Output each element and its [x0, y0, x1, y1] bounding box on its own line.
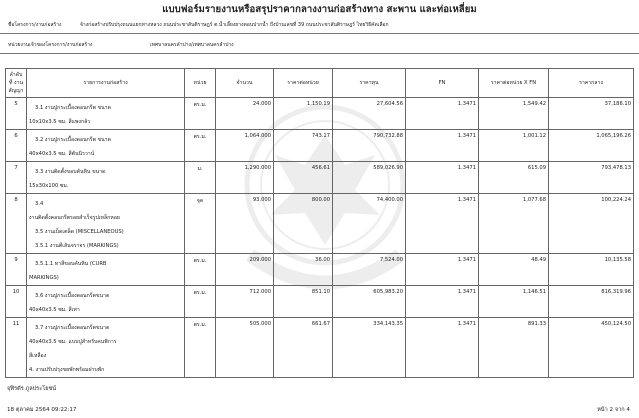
cell-fn: 1.3471 — [406, 98, 479, 130]
cell-qty: 209.000 — [216, 254, 274, 286]
cell-unit: ม. — [185, 162, 216, 194]
cell-cost: 7,524.00 — [333, 254, 406, 286]
cell-unit-price-fn: 1,146.51 — [479, 286, 549, 318]
cell-item — [27, 130, 185, 162]
item-line: สีเหลือง — [29, 353, 47, 359]
cell-unit-price-fn: 1,001.12 — [479, 130, 549, 162]
cell-unit-price-fn: 48.49 — [479, 254, 549, 286]
table-row — [6, 254, 634, 286]
cell-unit-price-fn: 615.09 — [479, 162, 549, 194]
cell-unit: ตร.ม. — [185, 254, 216, 286]
cell-unit-cost: 661.67 — [274, 318, 333, 378]
cell-unit: ตร.ม. — [185, 318, 216, 378]
header-fn: FN — [406, 69, 479, 98]
header-unit-cost: ราคาต่อหน่วย — [274, 69, 333, 98]
cell-cost: 589,026.90 — [333, 162, 406, 194]
cell-no: 10 — [6, 286, 27, 318]
cell-qty: 1,064.000 — [216, 130, 274, 162]
item-line: 40x40x3.5 ซม. สีตันนิรวาน์ — [29, 151, 95, 157]
cell-unit-cost: 851.10 — [274, 286, 333, 318]
cell-item — [27, 254, 185, 286]
cell-unit-cost: 800.00 — [274, 194, 333, 254]
cell-median-price: 100,224.24 — [549, 194, 634, 254]
table-header — [6, 69, 634, 98]
item-line: 3.1 งานปูกระเบื้องดอนกรีต ขนาด — [35, 105, 111, 111]
table-row — [6, 286, 634, 318]
header-unit: หน่วย — [185, 69, 216, 98]
table-row — [6, 162, 634, 194]
cell-item — [27, 318, 185, 378]
header-unit-price-fn: ราคาต่อหน่วย X FN — [479, 69, 549, 98]
cell-median-price: 816,319.96 — [549, 286, 634, 318]
agency-value: เทศบาลนครลำปาง/เทศบาลนครลำปาง — [150, 42, 234, 48]
item-line: 15x30x100 ซม. — [29, 183, 69, 189]
cell-unit: ตร.ม. — [185, 98, 216, 130]
header-qty: จำนวน — [216, 69, 274, 98]
cell-unit-price-fn: 1,077.68 — [479, 194, 549, 254]
cell-fn: 1.3471 — [406, 194, 479, 254]
cell-median-price: 1,065,196.26 — [549, 130, 634, 162]
cell-no: 8 — [6, 194, 27, 254]
cell-unit-price-fn: 891.33 — [479, 318, 549, 378]
agency-row — [8, 41, 632, 51]
cell-median-price: 450,124.50 — [549, 318, 634, 378]
cell-median-price: 37,186.10 — [549, 98, 634, 130]
cell-fn: 1.3471 — [406, 130, 479, 162]
table-row — [6, 194, 634, 254]
cell-cost: 790,732.88 — [333, 130, 406, 162]
cell-cost: 27,604.56 — [333, 98, 406, 130]
page-title: แบบฟอร์มรายงานหรือสรุปราคากลางงานก่อสร้างทาง สะพาน และท่อเหลี่ยม — [162, 4, 477, 15]
cell-no: 7 — [6, 162, 27, 194]
cell-fn: 1.3471 — [406, 254, 479, 286]
cell-unit-cost: 36.00 — [274, 254, 333, 286]
item-line: MARKINGS) — [29, 275, 59, 281]
cell-unit-price-fn: 1,549.42 — [479, 98, 549, 130]
header-median-price: ราคากลาง — [549, 69, 634, 98]
item-line: 3.6 งานปูกระเบื้องดอนกรีตขนาด — [35, 293, 110, 299]
item-line: 3.5.1 งานตีเส้นจราจร (MARKINGS) — [35, 243, 119, 249]
header-cost: ราคาทุน — [333, 69, 406, 98]
project-label: ชื่อโครงการ/งานก่อสร้าง — [8, 22, 62, 28]
page-number: หน้า 2 จาก 4 — [597, 407, 630, 413]
header-item: รายการงานก่อสร้าง — [27, 69, 185, 98]
cell-qty: 505.000 — [216, 318, 274, 378]
agency-label: หน่วยงานเจ้าของโครงการ/งานก่อสร้าง — [8, 42, 93, 48]
divider — [0, 33, 639, 34]
cell-qty: 93.000 — [216, 194, 274, 254]
cell-qty: 712.000 — [216, 286, 274, 318]
cell-item — [27, 98, 185, 130]
cell-fn: 1.3471 — [406, 286, 479, 318]
price-table — [5, 68, 634, 378]
table-row — [6, 130, 634, 162]
project-value: จ้างก่อสร้างปรับปรุงถนนแยกทางหลวง ถนนประชาสันติราษฎร์ ต.น้ำเลี้ยงยางตอนปากน้ำ ถึงบ้านเลขที่ 39 ถนนประชาสันติราษฎร์ ไทยวิธีคัดเลือก — [80, 22, 389, 28]
cell-cost: 605,983.20 — [333, 286, 406, 318]
cell-unit: ตร.ม. — [185, 286, 216, 318]
cell-qty: 24.000 — [216, 98, 274, 130]
table-row — [6, 98, 634, 130]
item-line: 4. งานปรับปรุงขยพักพร้อมฝาบพัก — [29, 367, 105, 373]
cell-unit-cost: 456.61 — [274, 162, 333, 194]
divider — [0, 53, 639, 54]
item-line: 3.5.1.1 ทาสีขอบคันหิน (CURB — [35, 261, 107, 267]
table-row — [6, 318, 634, 378]
item-line: งานติดตั้งคอนกรีตรอยสำเร็จรูปเหล็กหอย — [29, 215, 120, 221]
item-line: 40x40x3.5 ซม. แบบปูสำหรับคนพิการ — [29, 339, 117, 345]
item-line: 3.4 — [35, 201, 44, 207]
cell-qty: 1,290.000 — [216, 162, 274, 194]
cell-unit-cost: 1,150.19 — [274, 98, 333, 130]
cell-unit: จุด — [185, 194, 216, 254]
cell-no: 5 — [6, 98, 27, 130]
item-line: 3.5 งานเบ็ดเตล็ด (MISCELLANEOUS) — [35, 229, 124, 235]
cell-fn: 1.3471 — [406, 318, 479, 378]
header-no: ลำดับที่ งานสัญญา — [6, 69, 27, 98]
cell-median-price: 10,135.58 — [549, 254, 634, 286]
cell-no: 9 — [6, 254, 27, 286]
item-line: 40x40x3.5 ซม. สีเทา — [29, 307, 80, 313]
cell-median-price: 793,478.13 — [549, 162, 634, 194]
cell-no: 6 — [6, 130, 27, 162]
cell-item — [27, 286, 185, 318]
cell-item — [27, 162, 185, 194]
item-line: 10x10x3.5 ซม. สีแพงกล้ว — [29, 119, 91, 125]
cell-item — [27, 194, 185, 254]
print-date: 18 ตุลาคม 2564 09:22:17 — [7, 407, 77, 413]
cell-cost: 74,400.00 — [333, 194, 406, 254]
cell-fn: 1.3471 — [406, 162, 479, 194]
cell-unit-cost: 743.17 — [274, 130, 333, 162]
item-line: 3.2 งานปูกระเบื้องดอนกรีต ขนาด — [35, 137, 111, 143]
cell-no: 11 — [6, 318, 27, 378]
signer-name: จุฬีรตัร ภูลประโยชน์ — [7, 386, 57, 392]
item-line: 3.3 งานติดตั้งขอบคันหิน ขนาด — [35, 169, 106, 175]
cell-unit: ตร.ม. — [185, 130, 216, 162]
cell-cost: 334,143.35 — [333, 318, 406, 378]
item-line: 3.7 งานปูกระเบื้องดอนกรีตขนาด — [35, 325, 110, 331]
